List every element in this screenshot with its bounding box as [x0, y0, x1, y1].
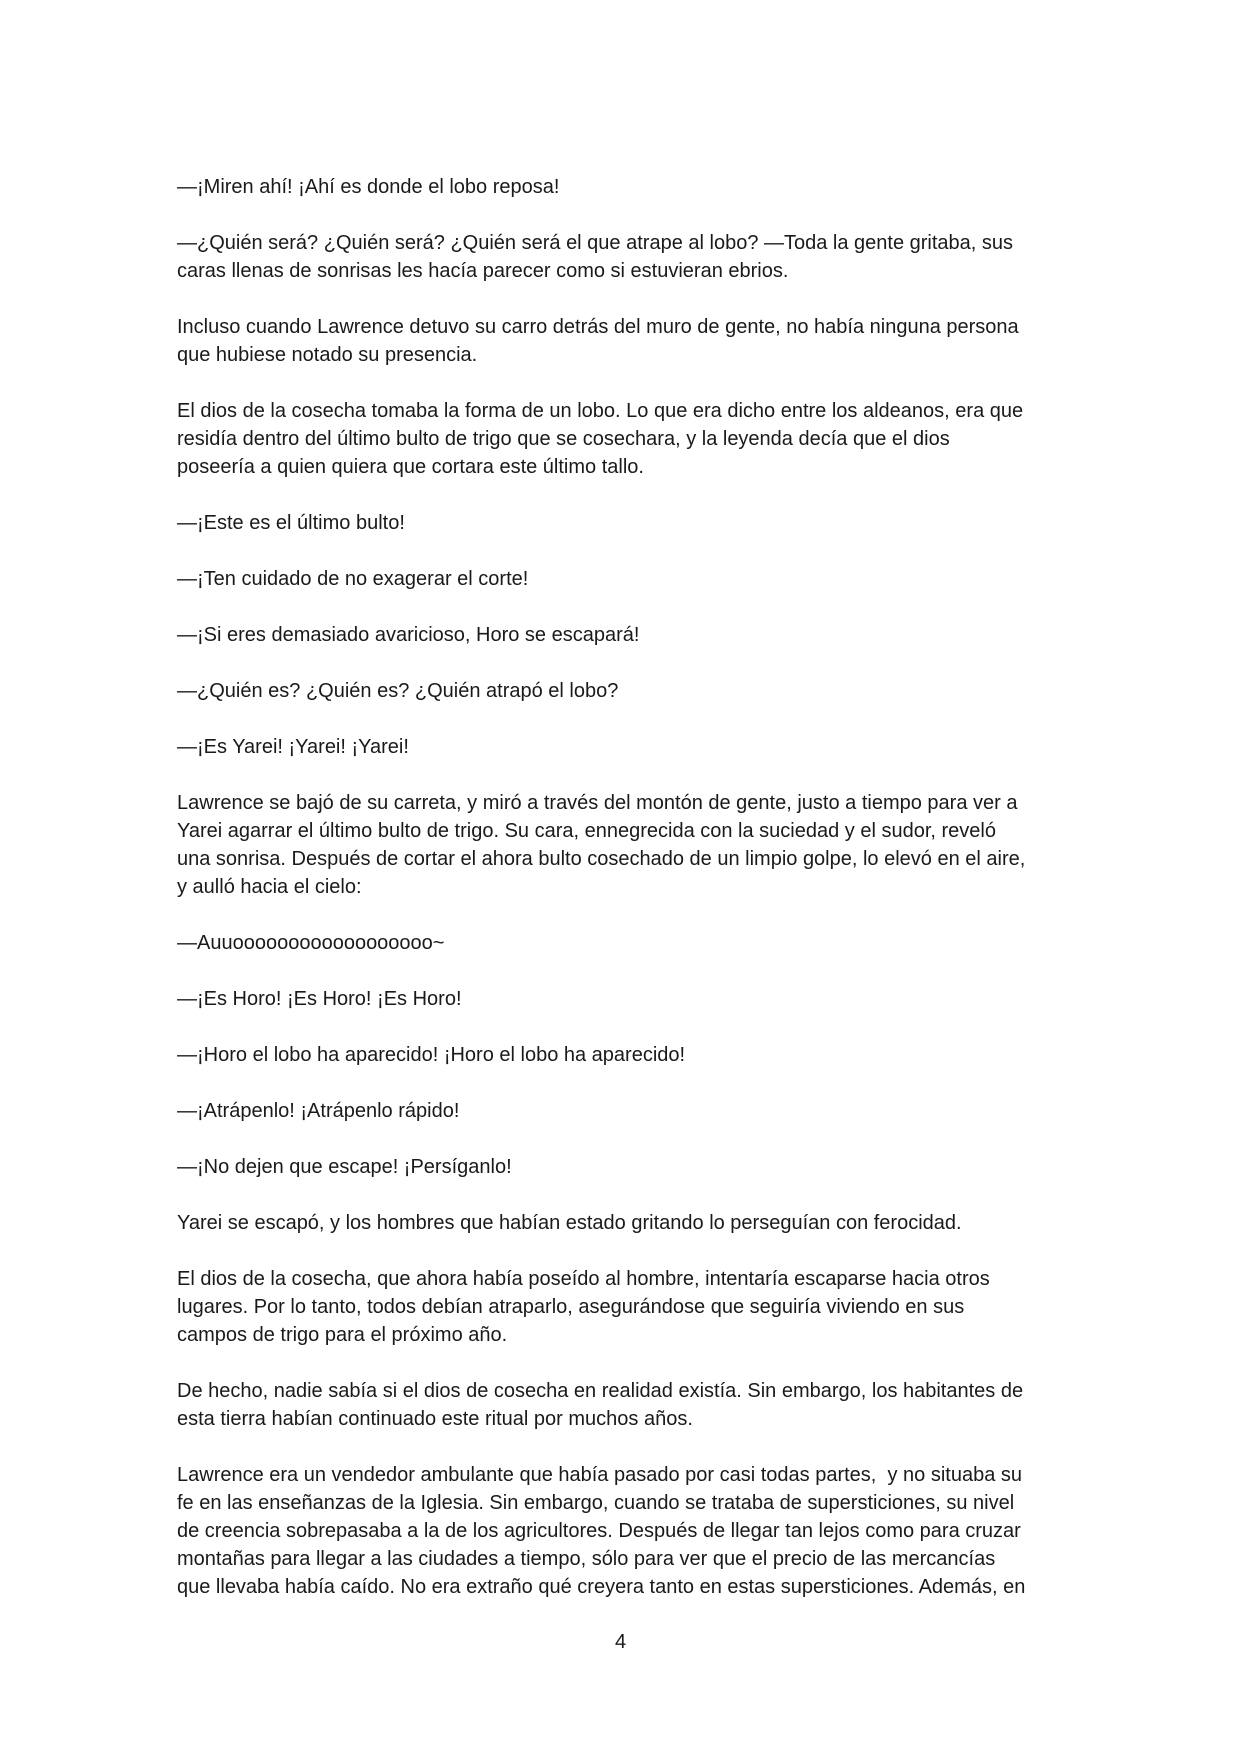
paragraph: —¡Este es el último bulto!	[177, 512, 405, 534]
paragraph: —¡Ten cuidado de no exagerar el corte!	[177, 568, 529, 590]
paragraph: —¡Si eres demasiado avaricioso, Horo se escapará!	[177, 624, 640, 646]
paragraph: Lawrence se bajó de su carreta, y miró a través del montón de gente, justo a tiempo para ver a Yarei agarrar el último bulto de trigo. Su cara, ennegrecida con la suciedad y el sudor, reveló una sonrisa. Después de cortar el ahora bulto cosechado de un limpio golpe, lo elevó en el aire, y aulló hacia el cielo:	[177, 792, 1026, 898]
document-body	[177, 173, 1077, 1629]
paragraph: De hecho, nadie sabía si el dios de cosecha en realidad existía. Sin embargo, los habitantes de esta tierra habían continuado este ritual por muchos años.	[177, 1380, 1024, 1430]
paragraph: —¡Miren ahí! ¡Ahí es donde el lobo reposa!	[177, 176, 560, 198]
page-number: 4	[614, 1631, 627, 1653]
paragraph: —¿Quién es? ¿Quién es? ¿Quién atrapó el lobo?	[177, 680, 619, 702]
paragraph: Incluso cuando Lawrence detuvo su carro detrás del muro de gente, no había ninguna persona que hubiese notado su presencia.	[177, 316, 1019, 366]
paragraph: El dios de la cosecha tomaba la forma de un lobo. Lo que era dicho entre los aldeanos, era que residía dentro del último bulto de trigo que se cosechara, y la leyenda decía que el dios poseería a quien quiera que cortara este último tallo.	[177, 400, 1024, 478]
paragraph: Lawrence era un vendedor ambulante que había pasado por casi todas partes, y no situaba su fe en las enseñanzas de la Iglesia. Sin embargo, cuando se trataba de supersticiones, su nivel de creencia sobrepasaba a la de los agricultores. Después de llegar tan lejos como para cruzar montañas para llegar a las ciudades a tiempo, sólo para ver que el precio de las mercancías que llevaba había caído. No era extraño qué creyera tanto en estas supersticiones. Además, en	[177, 1464, 1026, 1598]
paragraph: —¡Es Horo! ¡Es Horo! ¡Es Horo!	[177, 988, 462, 1010]
paragraph: —¡Horo el lobo ha aparecido! ¡Horo el lobo ha aparecido!	[177, 1044, 686, 1066]
paragraph: —¿Quién será? ¿Quién será? ¿Quién será el que atrape al lobo? —Toda la gente gritaba, sus caras llenas de sonrisas les hacía parecer como si estuvieran ebrios.	[177, 232, 1014, 282]
paragraph: —¡Es Yarei! ¡Yarei! ¡Yarei!	[177, 736, 409, 758]
paragraph: Yarei se escapó, y los hombres que habían estado gritando lo perseguían con ferocidad.	[177, 1212, 962, 1234]
paragraph: —¡Atrápenlo! ¡Atrápenlo rápido!	[177, 1100, 460, 1122]
paragraph: El dios de la cosecha, que ahora había poseído al hombre, intentaría escaparse hacia otros lugares. Por lo tanto, todos debían atraparlo, asegurándose que seguiría viviendo en sus campos de trigo para el próximo año.	[177, 1268, 990, 1346]
paragraph: —Auuoooooooooooooooooo~	[177, 932, 445, 954]
paragraph: —¡No dejen que escape! ¡Persíganlo!	[177, 1156, 512, 1178]
